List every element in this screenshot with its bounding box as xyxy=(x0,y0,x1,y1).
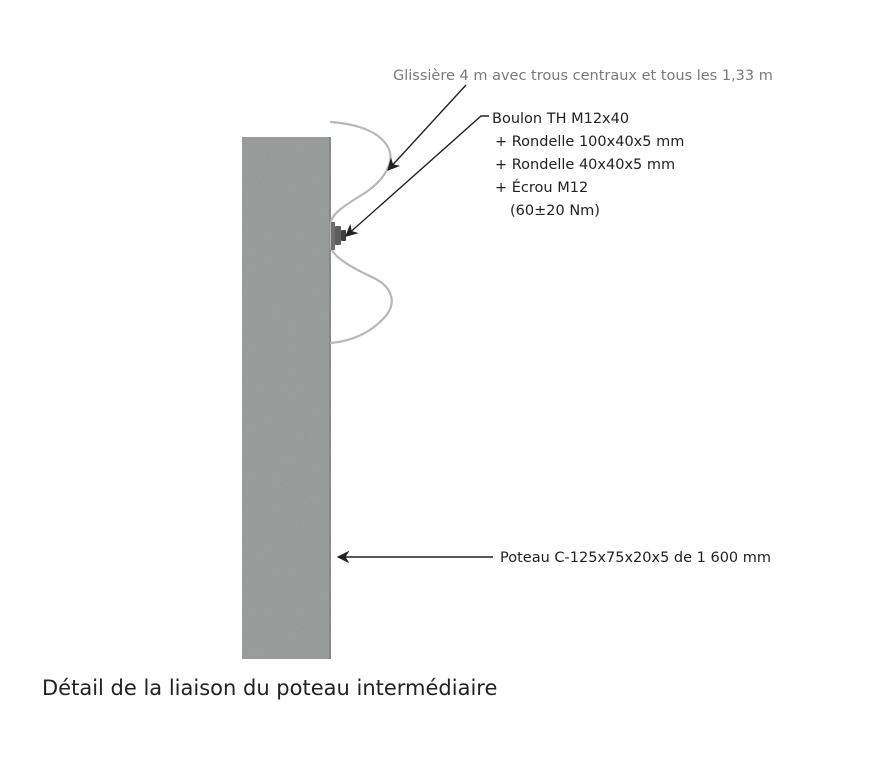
post-label: Poteau C-125x75x20x5 de 1 600 mm xyxy=(500,550,772,566)
bolt-label-line: Boulon TH M12x40 xyxy=(492,111,630,127)
rail-leader-arrow xyxy=(388,85,466,170)
bolt-label-line: + Rondelle 100x40x5 mm xyxy=(495,134,685,150)
bolt-label-line: + Rondelle 40x40x5 mm xyxy=(495,157,676,173)
post xyxy=(242,137,331,659)
bolt-label-line: + Écrou M12 xyxy=(495,180,589,196)
rail-label: Glissière 4 m avec trous centraux et tous les 1,33 m xyxy=(393,68,773,84)
figure-caption: Détail de la liaison du poteau intermédiaire xyxy=(42,676,498,700)
bolt-label-line: (60±20 Nm) xyxy=(510,203,600,219)
bolt-assembly xyxy=(331,222,346,250)
bolt-label xyxy=(492,111,684,219)
bolt-leader-arrow xyxy=(346,116,489,236)
